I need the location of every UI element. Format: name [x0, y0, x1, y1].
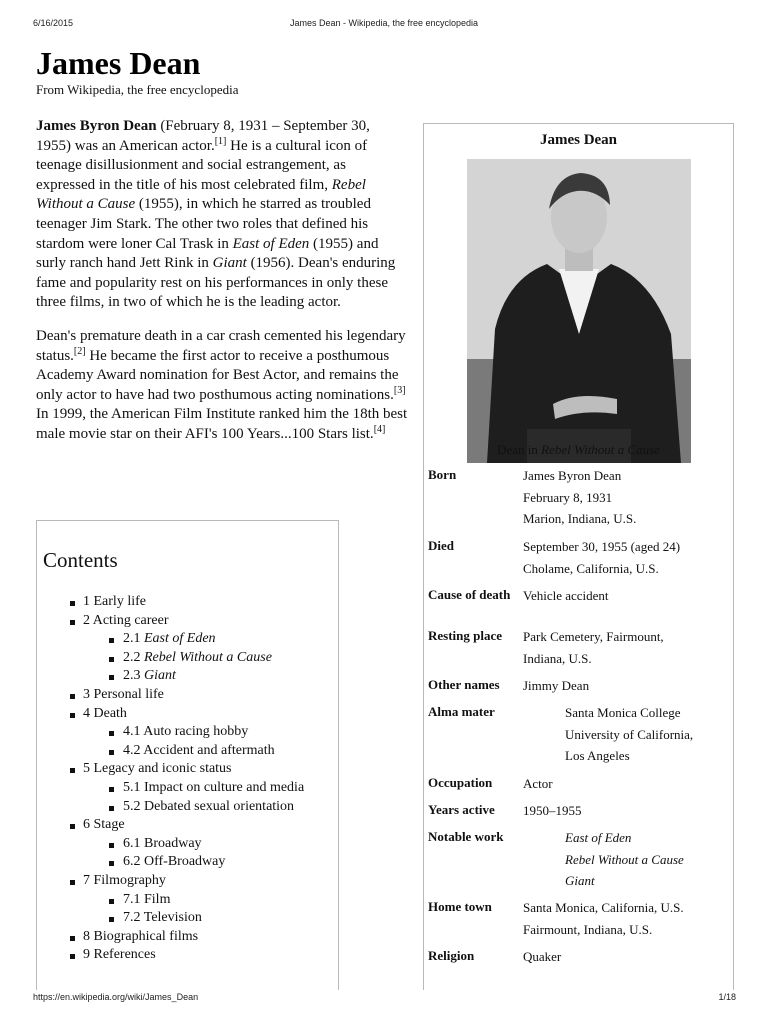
row-value	[523, 675, 733, 697]
toc-item-label: East of Eden	[144, 631, 216, 647]
toc-item-number: 7.1	[123, 891, 141, 907]
death-date: September 30, 1955 (aged 24)	[523, 539, 681, 554]
toc-item[interactable]	[43, 686, 338, 705]
row-value	[565, 702, 735, 767]
subject-name: James Byron Dean	[36, 118, 157, 134]
film-link-east-of-eden[interactable]: East of Eden	[232, 235, 310, 252]
notable-work-link[interactable]: Giant	[565, 873, 595, 888]
toc-item-number: 8	[83, 928, 90, 944]
toc-item-label: Accident and aftermath	[143, 742, 275, 758]
toc-item-label: Auto racing hobby	[143, 724, 249, 740]
toc-item[interactable]	[43, 779, 338, 798]
toc-item[interactable]	[43, 630, 338, 649]
toc-item[interactable]	[43, 891, 338, 910]
notable-work-link[interactable]: Rebel Without a Cause	[565, 851, 684, 867]
toc-item[interactable]	[43, 760, 338, 779]
lead-text: He became the first actor to receive a posthumous Academy Award nomination for Best Actor, and remains the only actor to have had two posthumous acting nominations.	[36, 347, 399, 403]
occupation-value: Actor	[523, 776, 553, 791]
lead-text: (1956). Dean's enduring fame and popularity rest on his performances in only these three films, in two of which he is the leading actor.	[36, 255, 396, 311]
home-town-link[interactable]: Fairmount, Indiana, U.S.	[523, 921, 653, 937]
table-of-contents	[36, 520, 339, 990]
row-label: Born	[428, 467, 457, 482]
toc-item-label: Impact on culture and media	[144, 779, 305, 795]
toc-item-label: Legacy and iconic status	[93, 761, 232, 777]
infobox	[423, 123, 734, 990]
toc-item-label: Debated sexual orientation	[144, 798, 295, 814]
toc-item[interactable]	[43, 649, 338, 668]
toc-item-label: Biographical films	[93, 928, 199, 944]
reference-1-link[interactable]: [1]	[214, 135, 227, 147]
toc-item-number: 6.1	[123, 835, 141, 851]
row-value	[523, 946, 733, 968]
portrait-photo-illustration	[467, 159, 691, 463]
print-header	[0, 18, 768, 32]
toc-item-label: Death	[93, 705, 127, 721]
notable-work-link[interactable]: East of Eden	[565, 830, 632, 845]
toc-item[interactable]	[43, 816, 338, 835]
toc-item[interactable]	[43, 593, 338, 612]
toc-item-number: 5.2	[123, 798, 141, 814]
toc-item-label: Early life	[93, 594, 146, 609]
toc-item-label: Acting career	[92, 612, 169, 628]
row-label: Cause of death	[428, 587, 511, 602]
row-value[interactable]	[523, 626, 733, 669]
lead-text: (1955), in which he starred as troubled teenager Jim Stark. The other two roles that defined his stardom were loner Cal Trask in	[36, 196, 371, 252]
toc-item-number: 3	[83, 686, 90, 702]
print-url: https://en.wikipedia.org/wiki/James_Dean	[33, 992, 199, 1002]
film-link-rebel[interactable]: Rebel Without a Cause	[36, 176, 366, 213]
toc-item-label: Off-Broadway	[144, 854, 226, 870]
row-value	[523, 585, 733, 607]
lead-text: (1955) and surly ranch hand Jett Rink in	[36, 235, 379, 272]
toc-heading: Contents	[43, 548, 118, 572]
lead-text: (February 8, 1931 – September 30, 1955) was an American actor.	[36, 118, 370, 154]
toc-item[interactable]	[43, 798, 338, 817]
death-place-link[interactable]: Cholame, California, U.S.	[523, 560, 659, 576]
row-label: Religion	[428, 948, 475, 963]
toc-item-number: 5.1	[123, 779, 141, 795]
article-lead	[36, 117, 408, 459]
reference-4-link[interactable]: [4]	[373, 423, 386, 435]
toc-item-number: 6	[83, 817, 90, 833]
toc-item[interactable]	[43, 667, 338, 686]
birth-place-link[interactable]: Marion, Indiana, U.S.	[523, 511, 637, 526]
print-date: 6/16/2015	[33, 18, 74, 28]
birth-name: James Byron Dean	[523, 468, 622, 483]
alma-mater-link[interactable]: Santa Monica College	[565, 705, 681, 720]
print-page-count: 1/18	[718, 992, 736, 1002]
row-label: Resting place	[428, 628, 503, 643]
toc-item[interactable]	[43, 872, 338, 891]
row-value	[523, 536, 733, 579]
print-footer	[0, 992, 768, 1006]
religion-link[interactable]: Quaker	[523, 949, 562, 964]
toc-item-number: 7.2	[123, 910, 141, 926]
toc-item-number: 5	[83, 761, 90, 777]
page-title: James Dean	[36, 45, 201, 81]
row-value	[523, 773, 733, 795]
toc-item[interactable]	[43, 723, 338, 742]
toc-item[interactable]	[43, 946, 338, 965]
photo-caption	[424, 442, 733, 458]
row-label: Years active	[428, 802, 495, 817]
toc-item[interactable]	[43, 612, 338, 631]
toc-item[interactable]	[43, 742, 338, 761]
toc-item-label: Rebel Without a Cause	[144, 649, 272, 665]
toc-item[interactable]	[43, 835, 338, 854]
toc-list	[43, 593, 338, 965]
toc-item-number: 1	[83, 594, 90, 609]
toc-item-label: Personal life	[93, 686, 164, 702]
alma-mater-link[interactable]: University of California,	[565, 726, 694, 742]
page-tagline: From Wikipedia, the free encyclopedia	[36, 82, 239, 97]
reference-3-link[interactable]: [3]	[393, 384, 406, 396]
lead-text: Dean's premature death in a car crash cemented his legendary status.	[36, 327, 406, 364]
toc-item[interactable]	[43, 705, 338, 724]
toc-item-number: 4.2	[123, 742, 141, 758]
toc-item-label: Stage	[93, 817, 125, 833]
caption-film-link[interactable]: Rebel Without a Cause	[541, 442, 660, 457]
row-label: Occupation	[428, 775, 493, 790]
toc-item-number: 9	[83, 947, 90, 963]
toc-item-label: Filmography	[93, 872, 166, 888]
toc-item[interactable]	[43, 909, 338, 928]
lead-text: In 1999, the American Film Institute ranked him the 18th best male movie star on their AFI's 100 Years...100 Stars list.	[36, 406, 408, 442]
other-name-value: Jimmy Dean	[523, 678, 590, 693]
toc-item-label: Film	[144, 891, 171, 907]
toc-item-number: 2.1	[123, 631, 141, 647]
toc-item-number: 4.1	[123, 724, 141, 740]
alma-mater-link[interactable]: Los Angeles	[565, 748, 630, 763]
row-label: Notable work	[428, 829, 504, 844]
print-page-title: James Dean - Wikipedia, the free encyclopedia	[289, 18, 479, 28]
row-label: Alma mater	[428, 704, 495, 719]
toc-item-number: 6.2	[123, 854, 141, 870]
toc-item-label: References	[93, 947, 156, 963]
portrait-photo	[467, 159, 691, 463]
years-active-value: 1950–1955	[523, 803, 582, 818]
caption-text: Dean in	[497, 442, 542, 457]
row-value	[565, 827, 735, 892]
birth-date: February 8, 1931	[523, 489, 613, 505]
toc-item-label: Giant	[144, 668, 176, 684]
toc-item-number: 2.3	[123, 668, 141, 684]
home-town-link[interactable]: Santa Monica, California, U.S.	[523, 900, 684, 915]
cause-of-death-value: Vehicle accident	[523, 588, 609, 603]
infobox-title: James Dean	[539, 132, 618, 148]
toc-item-number: 2	[83, 612, 90, 628]
resting-place-link[interactable]: Park Cemetery, Fairmount,	[523, 629, 664, 644]
toc-item-label: Broadway	[144, 835, 202, 851]
toc-item-number: 2.2	[123, 649, 141, 665]
row-label: Other names	[428, 677, 500, 692]
lead-text: He is a cultural icon of teenage disillusionment and social estrangement, as expressed in the title of his most celebrated film,	[36, 137, 368, 193]
row-value	[523, 800, 733, 822]
row-value	[523, 897, 733, 940]
resting-place-link[interactable]: Indiana, U.S.	[523, 650, 592, 666]
row-label: Home town	[428, 899, 492, 914]
lead-paragraph-1	[36, 117, 408, 313]
toc-item[interactable]	[43, 853, 338, 872]
film-link-giant[interactable]: Giant	[212, 255, 247, 272]
toc-item-number: 7	[83, 872, 90, 888]
lead-paragraph-2	[36, 327, 408, 445]
row-value	[523, 465, 733, 530]
toc-item-number: 4	[83, 705, 90, 721]
toc-item-label: Television	[143, 910, 202, 926]
reference-2-link[interactable]: [2]	[73, 345, 86, 357]
toc-item[interactable]	[43, 928, 338, 947]
row-label: Died	[428, 538, 454, 553]
